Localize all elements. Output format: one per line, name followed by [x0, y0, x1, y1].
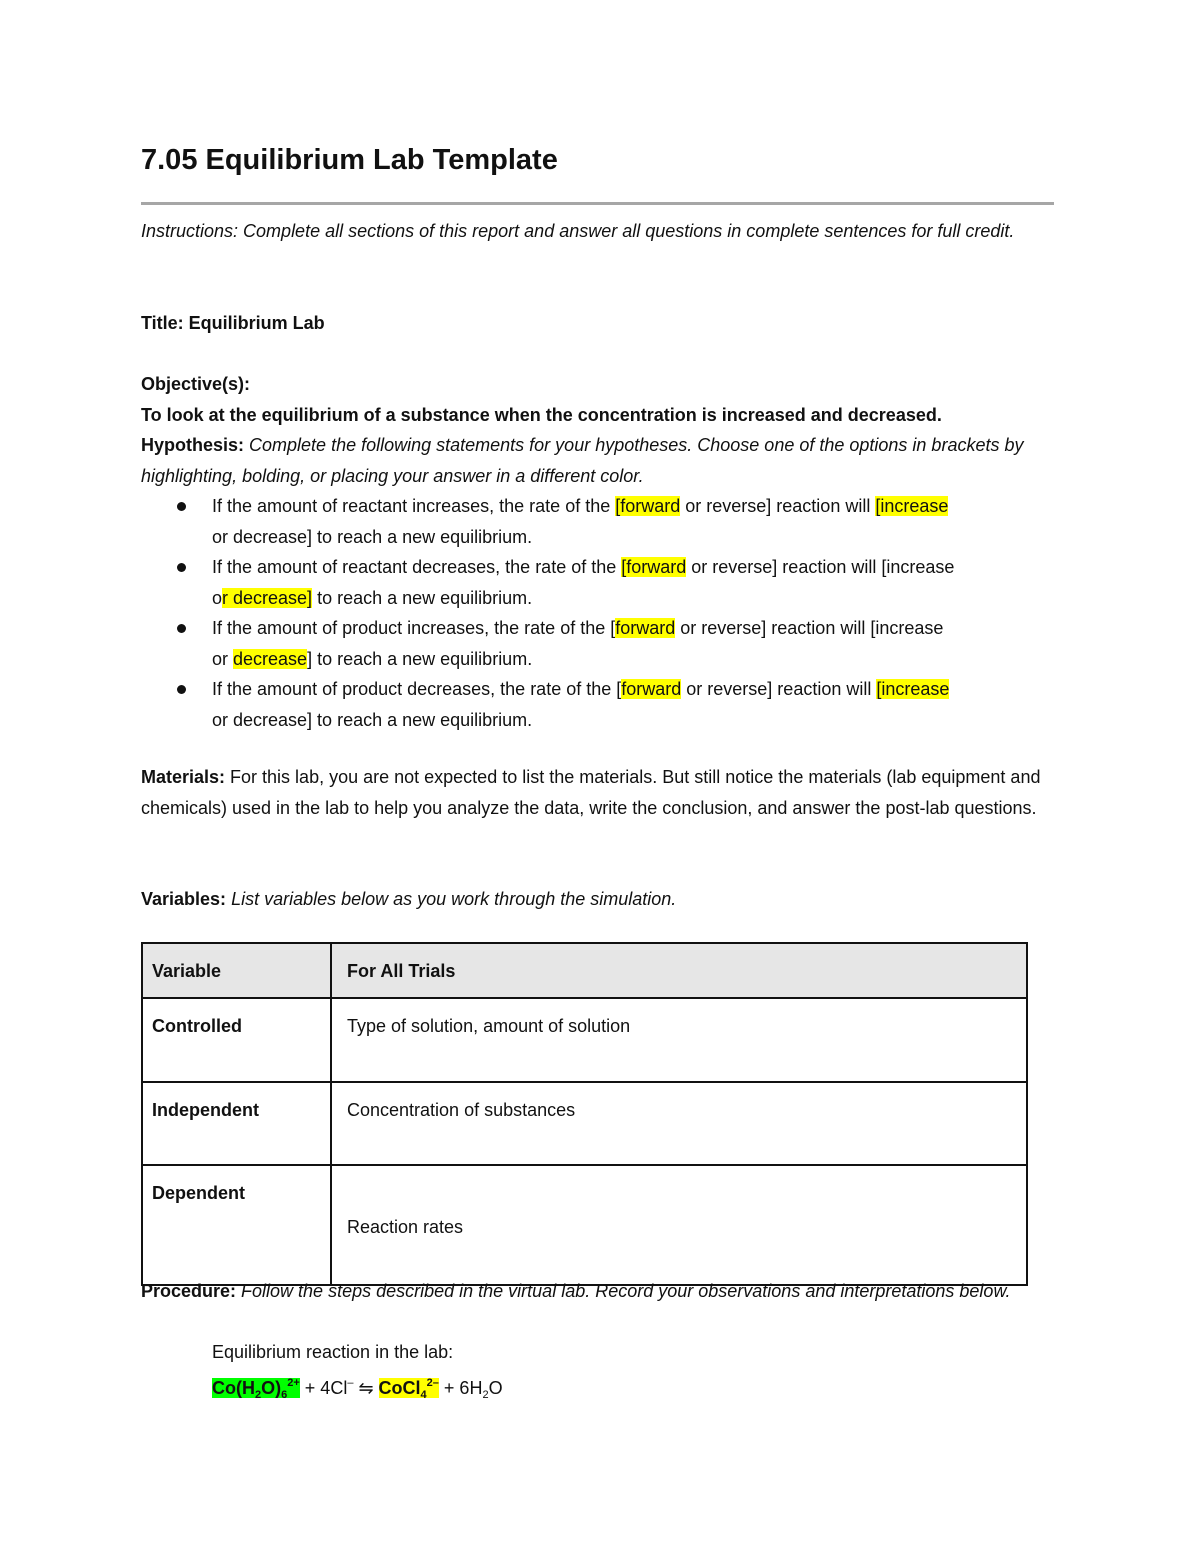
hypothesis-item: If the amount of product increases, the rate of the [forward or reverse] reaction will [increase or decrease] to reach a new equilibrium. [141, 613, 961, 674]
table-cell-value: Concentration of substances [331, 1082, 1027, 1165]
table-cell-variable: Independent [142, 1082, 331, 1165]
equilibrium-arrow: ⇋ [353, 1377, 379, 1398]
title-value: Equilibrium Lab [183, 313, 325, 333]
objective-label: Objective(s): [141, 374, 251, 394]
title-line [141, 308, 1061, 339]
procedure-text: Follow the steps described in the virtual lab. Record your observations and interpretations below. [236, 1281, 1011, 1301]
reaction-intro: Equilibrium reaction in the lab: [212, 1342, 454, 1362]
table-cell-variable: Controlled [142, 998, 331, 1082]
table-header-cell: For All Trials [331, 943, 1027, 998]
reaction-section [212, 1337, 503, 1410]
highlighted-choice: [increase [876, 679, 950, 699]
hypothesis-instructions: Complete the following statements for your hypotheses. Choose one of the options in brackets by highlighting, bolding, or placing your answer in a different color. [141, 435, 1024, 486]
bullet-icon [177, 563, 186, 572]
table-row [142, 998, 1027, 1082]
variables-table [141, 942, 1028, 1286]
highlighted-choice: r decrease] [222, 587, 313, 608]
table-cell-value: Reaction rates [331, 1165, 1027, 1285]
highlighted-choice: decrease [233, 648, 308, 669]
title-divider [141, 202, 1054, 205]
highlighted-choice: [forward [615, 496, 681, 516]
procedure-paragraph [141, 1276, 1061, 1307]
materials-text: For this lab, you are not expected to list the materials. But still notice the materials (lab equipment and chemicals) used in the lab to help you analyze the data, write the conclusion, and answer the post-lab questions. [141, 767, 1041, 818]
reaction-equation: $Co(H_2O)_6^{2+} + 4Cl^-$ ⇋ CoCl$_4^{2-}$ + $6H_2O$ [212, 1376, 503, 1401]
table-row [142, 1082, 1027, 1165]
table-header-row [142, 943, 1027, 998]
instructions-paragraph [141, 216, 1061, 247]
bullet-icon [177, 624, 186, 633]
highlighted-choice: [increase [875, 496, 949, 516]
procedure-label: Procedure: [141, 1281, 237, 1301]
hypothesis-label: Hypothesis: [141, 435, 245, 455]
hypothesis-item: If the amount of product decreases, the rate of the [forward or reverse] reaction will [increase or decrease] to reach a new equilibrium. [141, 674, 961, 735]
table-header-cell: Variable [142, 943, 331, 998]
bullet-icon [177, 685, 186, 694]
table-row [142, 1165, 1027, 1285]
product-highlight: CoCl$_4^{2-}$ [378, 1376, 439, 1401]
table-cell-variable: Dependent [142, 1165, 331, 1285]
materials-label: Materials: [141, 767, 226, 787]
table-cell-value: Type of solution, amount of solution [331, 998, 1027, 1082]
materials-paragraph [141, 762, 1061, 823]
instructions-label: Instructions: [141, 221, 239, 241]
variables-label: Variables: [141, 889, 227, 909]
title-label: Title: [141, 313, 184, 333]
hypothesis-list [141, 491, 961, 735]
objective-section [141, 369, 1061, 735]
highlighted-choice: forward [621, 679, 682, 699]
page-title: 7.05 Equilibrium Lab Template [141, 144, 558, 176]
variables-paragraph [141, 884, 1061, 915]
hypothesis-item: If the amount of reactant decreases, the rate of the [forward or reverse] reaction will [increase or decrease] to reach a new equilibrium. [141, 552, 961, 613]
variables-text: List variables below as you work through the simulation. [226, 889, 677, 909]
hypothesis-item: If the amount of reactant increases, the rate of the [forward or reverse] reaction will [increase or decrease] to reach a new equilibrium. [141, 491, 961, 552]
instructions-text: Complete all sections of this report and answer all questions in complete sentences for full credit. [238, 221, 1015, 241]
highlighted-choice: [forward [621, 557, 687, 577]
bullet-icon [177, 502, 186, 511]
highlighted-choice: forward [615, 618, 676, 638]
objective-text: To look at the equilibrium of a substance when the concentration is increased and decreased. [141, 404, 942, 425]
reactant-highlight: $Co(H_2O)_6^{2+}$ [212, 1376, 300, 1401]
